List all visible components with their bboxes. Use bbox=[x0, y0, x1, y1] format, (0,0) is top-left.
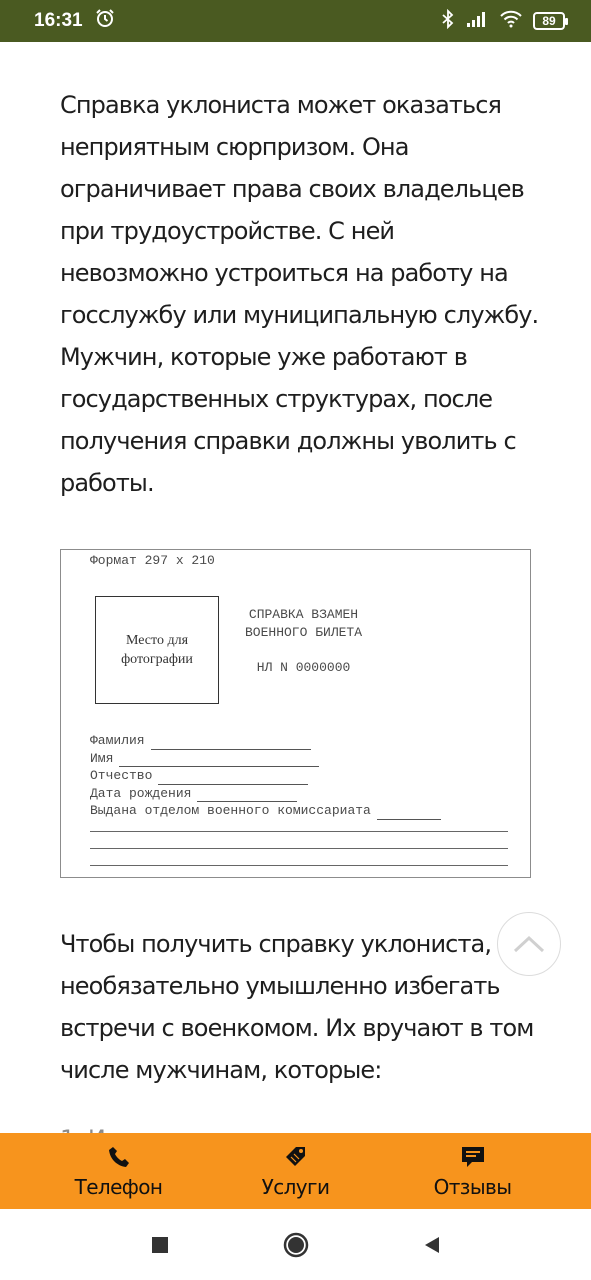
tag-icon bbox=[282, 1143, 310, 1171]
certificate-blank-lines bbox=[90, 815, 508, 866]
bottom-item-label: Услуги bbox=[261, 1175, 330, 1199]
bottom-item-phone[interactable] bbox=[49, 1143, 189, 1199]
field-birthdate-label: Дата рождения bbox=[90, 785, 192, 801]
system-nav-bar bbox=[0, 1209, 591, 1280]
field-line bbox=[151, 738, 311, 750]
field-birthdate bbox=[90, 785, 510, 803]
back-triangle-icon[interactable] bbox=[412, 1225, 452, 1265]
field-surname bbox=[90, 732, 510, 750]
blank-line bbox=[90, 832, 508, 849]
status-bar bbox=[0, 0, 591, 42]
field-surname-label: Фамилия bbox=[90, 733, 145, 748]
bottom-action-bar bbox=[0, 1133, 591, 1209]
blank-line bbox=[90, 815, 508, 832]
certificate-fields bbox=[90, 732, 510, 820]
recents-square-icon[interactable] bbox=[140, 1225, 180, 1265]
field-name-label: Имя bbox=[90, 750, 114, 766]
certificate-sample-image bbox=[60, 549, 531, 878]
bottom-item-services[interactable] bbox=[226, 1143, 366, 1199]
wifi-icon bbox=[499, 10, 523, 33]
chat-icon bbox=[459, 1143, 487, 1171]
field-line bbox=[197, 790, 297, 802]
chevron-up-icon bbox=[512, 934, 546, 954]
bottom-item-reviews[interactable] bbox=[403, 1143, 543, 1199]
alarm-icon bbox=[95, 8, 115, 34]
bottom-item-label: Отзывы bbox=[433, 1175, 512, 1199]
article-paragraph-1: Справка уклониста может оказаться неприятным сюрпризом. Она ограничивает права своих владельцев при трудоустройстве. С ней невозможно устроиться на работу на госслужбу или муниципальную службу. Мужчин, которые уже работают в государственных структурах, после получения справки должны уволить с работы. bbox=[60, 91, 539, 497]
field-line bbox=[158, 773, 308, 785]
certificate-title: СПРАВКА ВЗАМЕН ВОЕННОГО БИЛЕТА bbox=[244, 607, 363, 640]
field-issued-label: Выдана отделом военного комиссариата bbox=[90, 803, 371, 818]
phone-icon bbox=[105, 1143, 133, 1171]
field-patronymic bbox=[90, 767, 510, 785]
field-name bbox=[90, 750, 510, 768]
status-left bbox=[34, 8, 115, 34]
field-patronymic-label: Отчество bbox=[90, 768, 153, 783]
battery-icon: 89 bbox=[533, 12, 565, 30]
signal-icon bbox=[465, 10, 489, 33]
status-time: 16:31 bbox=[34, 10, 83, 31]
home-circle-icon[interactable] bbox=[276, 1225, 316, 1265]
article-paragraph-2: Чтобы получить справку уклониста, необязательно умышленно избегать встречи с военкомом. Их вручают в том числе мужчинам, которые: bbox=[60, 930, 534, 1084]
status-right bbox=[441, 9, 565, 34]
field-line bbox=[119, 755, 319, 767]
blank-line bbox=[90, 849, 508, 866]
bluetooth-icon bbox=[441, 9, 455, 34]
photo-placeholder: Место для фотографии bbox=[95, 596, 219, 704]
scroll-to-top-button[interactable] bbox=[497, 912, 561, 976]
certificate-format: Формат 297 x 210 bbox=[90, 553, 215, 568]
bottom-item-label: Телефон bbox=[74, 1175, 163, 1199]
certificate-number: НЛ N 0000000 bbox=[256, 660, 351, 675]
